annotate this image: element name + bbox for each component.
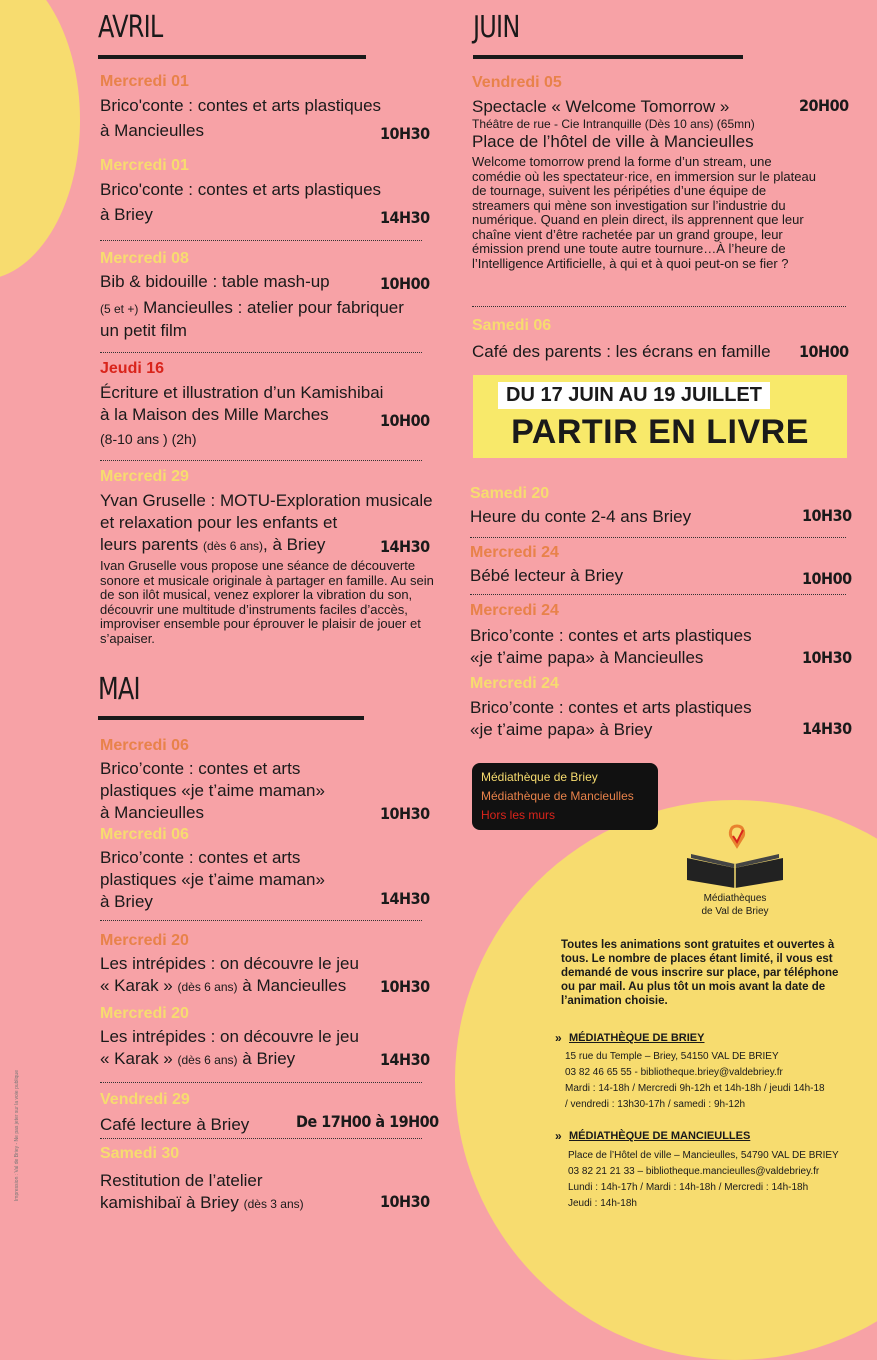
event-day: Mercredi 20 [100,932,189,949]
event-subtitle: Théâtre de rue - Cie Intranquille (Dès 10 ans) (65mn) [472,117,755,131]
event-title-2: plastiques «je t’aime maman» [100,870,325,889]
event-age: (dès 3 ans) [243,1197,304,1211]
month-title-mai: MAI [98,672,140,707]
event-place: Place de l’hôtel de ville à Mancieulles [472,132,754,151]
event-juin-2 [472,316,847,363]
event-title: Café des parents : les écrans en famille [472,342,771,361]
event-time: 20H00 [799,96,849,115]
event-title: Les intrépides : on découvre le jeu [100,1027,359,1046]
event-time: 14H30 [380,1050,430,1069]
event-avril-4 [100,359,445,450]
event-avril-2 [100,156,440,226]
registration-info: Toutes les animations sont gratuites et ouvertes à tous. Le nombre de places étant limité, il vous est demandé de vous inscrire sur place, par téléphone ou par mail. Au plus tôt un mois avant la date de l’animation choisie. [561,939,839,1007]
event-day: Vendredi 29 [100,1091,190,1108]
event-title-2: et relaxation pour les enfants et [100,513,338,532]
event-juin-5 [470,601,852,669]
month-title-avril: AVRIL [98,10,163,45]
event-place: à Mancieulles [242,976,347,995]
briey-contact: 03 82 46 65 55 - bibliotheque.briey@valdebriey.fr [565,1067,783,1078]
mancieulles-contact: 03 82 21 21 33 – bibliotheque.mancieulles@valdebriey.fr [568,1166,820,1177]
event-title: Bébé lecteur à Briey [470,566,624,585]
event-mai-2 [100,825,440,913]
open-book-logo-icon [685,824,785,890]
legend-hors-les-murs: Hors les murs [481,808,556,822]
event-detail: un petit film [100,321,187,340]
event-title: Brico’conte : contes et arts plastiques [470,626,752,645]
event-title-2: kamishibaï à Briey [100,1193,239,1212]
event-mai-1 [100,736,440,824]
month-underline [473,55,743,59]
event-time: 14H30 [380,208,430,227]
partir-en-livre-banner [473,375,847,458]
briey-hours-2: / vendredi : 13h30-17h / samedi : 9h-12h [565,1099,746,1110]
separator [100,1082,422,1083]
event-mai-6 [100,1144,445,1215]
month-underline [98,716,364,720]
event-juin-6 [470,674,852,741]
logo-line-2: de Val de Briey [701,906,769,917]
event-place: , à Briey [263,535,326,554]
event-place: à Mancieulles [100,803,204,822]
print-credit: Impression : Val de Briey - Ne pas jeter sur la voie publique [14,1070,20,1202]
event-title: Écriture et illustration d’un Kamishibai [100,383,384,402]
event-title: Bib & bidouille : table mash-up [100,272,330,291]
event-time: 10H00 [799,342,849,361]
event-time: 10H30 [802,648,852,667]
event-place: à Briey [100,892,153,911]
event-place: «je t’aime papa» à Briey [470,720,653,739]
event-day: Mercredi 01 [100,73,189,90]
mancieulles-hours: Lundi : 14h-17h / Mardi : 14h-18h / Mercredi : 14h-18h [568,1182,809,1193]
event-day: Mercredi 24 [470,544,559,561]
event-title: Yvan Gruselle : MOTU-Exploration musicale [100,491,433,510]
event-day: Mercredi 29 [100,468,189,485]
event-description: Ivan Gruselle vous propose une séance de découverte sonore et musicale originale à partager en famille. Au sein de son ilôt musical, venez explorer la vibration du son, découvrir une multitude d’instruments faciles d’accès, improviser ensemble pour éprouver le plaisir de jouer et s’apaiser. [100,558,434,646]
event-time: 14H30 [380,537,430,556]
event-place: Mancieulles : atelier pour fabriquer [143,298,404,317]
event-time: 10H00 [380,274,430,293]
event-title: Café lecture à Briey [100,1115,250,1134]
event-day: Mercredi 24 [470,675,559,692]
separator [100,240,422,241]
event-title: Brico’conte : contes et arts [100,848,301,867]
event-day: Mercredi 08 [100,250,189,267]
mancieulles-title: MÉDIATHÈQUE DE MANCIEULLES [569,1130,751,1142]
event-time: 10H30 [380,804,430,823]
event-day: Mercredi 01 [100,157,189,174]
event-time: 14H30 [802,719,852,738]
separator [470,594,846,595]
event-age: (5 et +) [100,302,139,316]
event-title: Brico’conte : contes et arts plastiques [470,698,752,717]
event-day: Jeudi 16 [100,360,165,377]
briey-address: 15 rue du Temple – Briey, 54150 VAL DE BRIEY [565,1051,779,1062]
event-day: Vendredi 05 [472,74,562,91]
month-underline [98,55,366,59]
event-title: Brico'conte : contes et arts plastiques [100,96,382,115]
event-time: 14H30 [380,889,430,908]
event-juin-4 [470,543,852,588]
yellow-blob-top-left [0,0,80,280]
separator [100,352,422,353]
event-description: Welcome tomorrow prend la forme d’un stream, une comédie où les spectateur·rice, en immersion sur le plateau de tournage, suivent les péripéties d’une équipe de streamers qui mène son investigation sur l’industrie du numérique. Quand en plein direct, ils apprennent que leur chaîne vient d’être rachetée par un grand groupe, leur émission prend une toute autre tournure…À l’heure de l’Intelligence Artificielle, à qui et à quoi peut-on se fier ? [472,154,816,271]
legend-mancieulles: Médiathèque de Mancieulles [481,789,634,803]
event-time: 10H30 [380,977,430,996]
event-time: De 17H00 à 19H00 [296,1112,439,1131]
event-avril-3 [100,249,445,342]
separator [100,1138,422,1139]
separator [100,920,422,921]
mancieulles-address: Place de l’Hôtel de ville – Mancieulles, 54790 VAL DE BRIEY [568,1150,839,1161]
color-legend [472,763,658,830]
logo-line-1: Médiathèques [703,893,767,904]
event-mai-3 [100,931,445,998]
briey-contact-block [565,1049,825,1113]
event-place: à Briey [242,1049,296,1068]
event-age: (dès 6 ans) [177,980,238,994]
event-title: Heure du conte 2-4 ans Briey [470,507,692,526]
chevron-double-right-icon: » [555,1031,562,1045]
event-day: Samedi 30 [100,1145,180,1162]
event-place: à Mancieulles [100,121,204,140]
event-time: 10H30 [380,1192,430,1211]
logo-label [680,892,790,918]
event-day: Mercredi 24 [470,602,559,619]
event-time: 10H00 [380,411,430,430]
event-title: Restitution de l’atelier [100,1171,263,1190]
event-time: 10H30 [802,506,852,525]
briey-hours: Mardi : 14-18h / Mercredi 9h-12h et 14h-18h / jeudi 14h-18 [565,1083,825,1094]
chevron-double-right-icon: » [555,1129,562,1143]
event-day: Mercredi 20 [100,1005,189,1022]
mancieulles-contact-block [568,1148,839,1212]
event-title-2: « Karak » [100,1049,173,1068]
banner-dates: DU 17 JUIN AU 19 JUILLET [498,382,770,409]
event-time: 10H00 [802,569,852,588]
event-juin-1 [472,73,847,271]
separator [100,460,422,461]
event-age: (8-10 ans ) (2h) [100,431,197,447]
legend-briey: Médiathèque de Briey [481,770,598,784]
event-age: (dès 6 ans) [203,539,264,553]
mancieulles-hours-2: Jeudi : 14h-18h [568,1198,637,1209]
event-time: 10H30 [380,124,430,143]
event-place: à la Maison des Mille Marches [100,405,329,424]
event-title: Les intrépides : on découvre le jeu [100,954,359,973]
event-place: «je t’aime papa» à Mancieulles [470,648,704,667]
event-day: Mercredi 06 [100,737,189,754]
event-mai-5 [100,1090,445,1136]
banner-title: PARTIR EN LIVRE [511,413,809,451]
event-avril-5 [100,467,445,646]
event-title-2: plastiques «je t’aime maman» [100,781,325,800]
event-title-2: « Karak » [100,976,173,995]
event-age: (dès 6 ans) [177,1053,238,1067]
separator [470,537,846,538]
event-mai-4 [100,1004,445,1071]
event-day: Samedi 20 [470,485,550,502]
separator [472,306,846,307]
event-place: à Briey [100,205,153,224]
event-title: Brico’conte : contes et arts [100,759,301,778]
event-title: Spectacle « Welcome Tomorrow » [472,97,730,116]
briey-title: MÉDIATHÈQUE DE BRIEY [569,1032,705,1044]
event-juin-3 [470,484,852,528]
event-avril-1 [100,72,440,142]
event-title: Brico'conte : contes et arts plastiques [100,180,382,199]
event-title-3: leurs parents [100,535,199,554]
event-day: Samedi 06 [472,317,552,334]
month-title-juin: JUIN [473,10,520,45]
event-day: Mercredi 06 [100,826,189,843]
